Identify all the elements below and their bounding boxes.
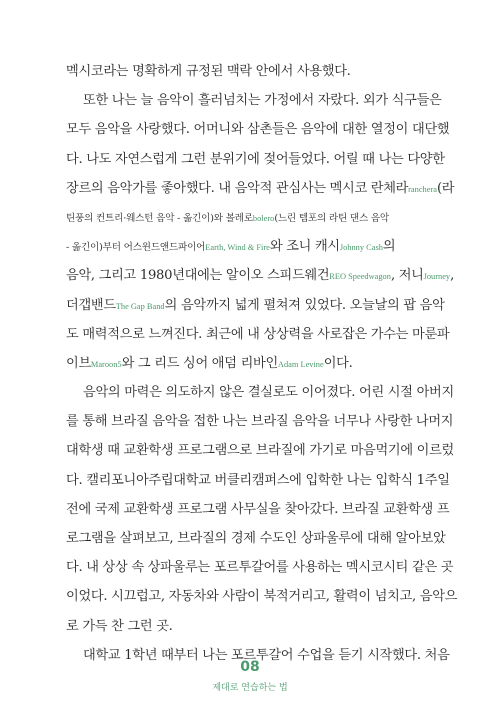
text-run: 장르의 음악가를 좋아했다. 내 음악적 관심사는 멕시코 란체라 xyxy=(66,180,409,196)
english-term: Johnny Cash xyxy=(339,243,383,253)
text-line: 다. 나도 자연스럽게 그런 분위기에 젖어들었다. 어릴 때 나는 다양한 xyxy=(66,151,445,167)
text-line xyxy=(66,349,431,378)
text-run: 틴풍의 컨트리·웨스턴 음악 - 옮긴이)와 볼레로 xyxy=(66,212,253,224)
text-line: 도 매력적으로 느껴진다. 최근에 내 상상력을 사로잡은 가수는 마룬파 xyxy=(66,326,450,342)
english-term: The Gap Band xyxy=(115,301,165,311)
text-line: 대학교 1학년 때부터 나는 포르투갈어 수업을 듣기 시작했다. 처음 xyxy=(83,647,450,663)
english-term: Journey xyxy=(423,272,451,282)
text-run: 의 xyxy=(382,239,396,255)
text-line: 대학생 때 교환학생 프로그램으로 브라질에 가기로 마음먹기에 이르렀 xyxy=(66,443,454,459)
text-line: 모두 음악을 사랑했다. 어머니와 삼촌들은 음악에 대한 열정이 대단했 xyxy=(66,122,450,138)
text-run: , xyxy=(450,268,455,284)
text-line: 로그램을 살펴보고, 브라질의 경제 수도인 상파울루에 대해 알아보았 xyxy=(66,531,446,546)
text-line: 를 통해 브라질 음악을 접한 나는 브라질 음악을 너무나 사랑한 나머지 xyxy=(66,414,454,430)
text-run: 와 그 리드 싱어 애덤 리바인 xyxy=(121,355,278,371)
body-text xyxy=(66,57,458,670)
text-run: - 옮긴이)부터 어스윈드앤드파이어 xyxy=(66,242,206,254)
text-line: 이었다. 시끄럽고, 자동차와 사람이 북적거리고, 활력이 넘치고, 음악으 xyxy=(66,589,458,605)
text-run: 음악, 그리고 1980년대에는 알이오 스피드웨건 xyxy=(66,268,330,284)
text-line: 음악의 마력은 의도하지 않은 결실로도 이어졌다. 어린 시절 아버지 xyxy=(83,385,454,401)
text-line: 또한 나는 늘 음악이 흘러넘치는 가정에서 자랐다. 외가 식구들은 xyxy=(83,93,442,109)
english-term: Adam Levine xyxy=(277,359,324,369)
text-run: 더갭밴드 xyxy=(66,297,116,313)
english-term: ranchera xyxy=(408,184,437,194)
text-line xyxy=(66,203,431,232)
running-footer-title: 제대로 연습하는 법 xyxy=(212,683,288,693)
text-run: , 저니 xyxy=(390,268,424,284)
page-number: 08 xyxy=(240,659,260,675)
english-term: bolero xyxy=(252,213,275,223)
text-run: (느린 템포의 라틴 댄스 음악 xyxy=(274,212,389,224)
text-line: 다. 캘리포니아주립대학교 버클리캠퍼스에 입학한 나는 입학식 1주일 xyxy=(66,472,450,488)
text-line: 전에 국제 교환학생 프로그램 사무실을 찾아갔다. 브라질 교환학생 프 xyxy=(66,501,450,517)
text-line: 로 가득 찬 그런 곳. xyxy=(66,618,173,634)
english-term: Earth, Wind & Fire xyxy=(205,243,270,253)
text-run: 이브 xyxy=(66,355,91,371)
text-line: 멕시코라는 명확하게 규정된 맥락 안에서 사용했다. xyxy=(66,64,351,79)
text-line xyxy=(66,174,455,203)
text-line xyxy=(66,291,445,320)
text-line: 다. 내 상상 속 상파울루는 포르투갈어를 사용하는 멕시코시티 같은 곳 xyxy=(66,560,454,576)
english-term: REO Speedwagon xyxy=(329,272,391,282)
text-run: 이다. xyxy=(323,355,353,371)
text-run: (라 xyxy=(436,180,455,196)
text-line xyxy=(66,232,431,261)
text-run: 와 조니 캐시 xyxy=(269,239,340,255)
text-run: 의 음악까지 넓게 펼쳐져 있었다. 오늘날의 팝 음악 xyxy=(164,297,445,313)
text-line xyxy=(66,261,455,290)
english-term: Maroon5 xyxy=(90,359,122,369)
